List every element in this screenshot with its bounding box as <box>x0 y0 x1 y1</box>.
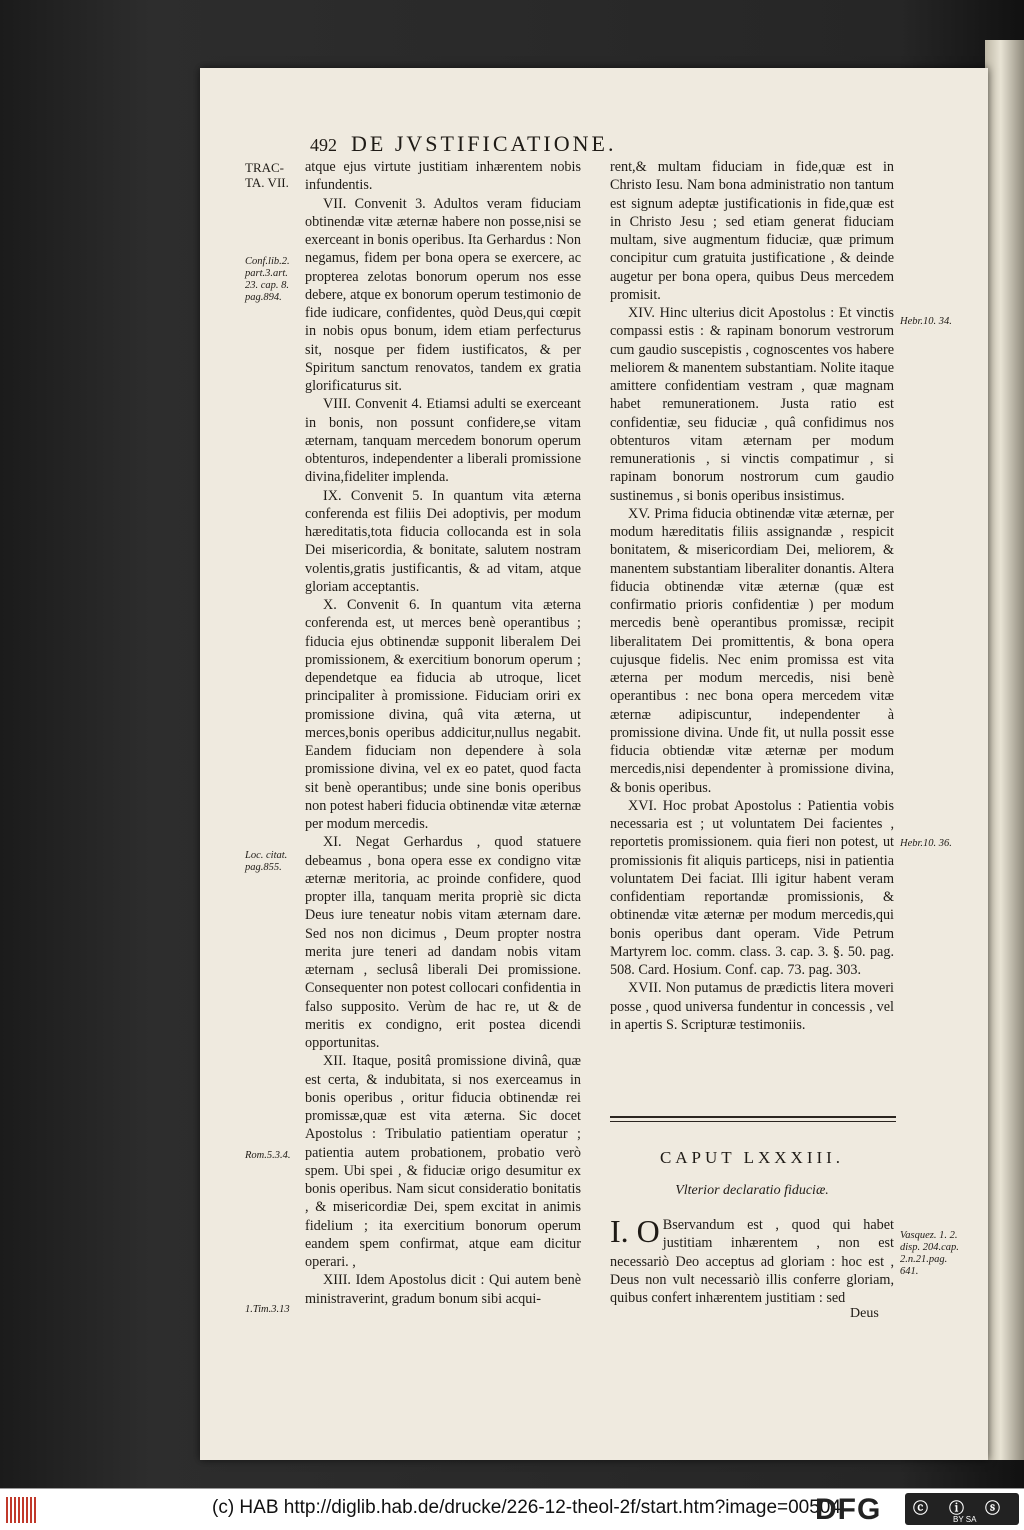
by-icon: ⓘ <box>949 1500 965 1517</box>
chapter-title: CAPUT LXXXIII. <box>659 1148 845 1167</box>
right-paragraph: rent,& multam fiduciam in fide,quæ est in Christo Iesu. Nam bona administratio non tantum est signum adeptæ justificationis in fide,quæ est in Christo Jesu ; sed etiam generat fiduciam multam, sive augmentum fiduciæ, quæ primum concipitur cum gratuita justificatione , & deinde augetur per bona opera, quibus Deus mercedem promisit. <box>610 159 894 303</box>
left-paragraph: XI. Negat Gerhardus , quod statuere debeamus , bona opera esse ex condigno vitæ æternæ meritoria, ac proinde confidere, quod propter illa, tanquam merita propriè sic dicta Deus iure teneatur nobis vitam æternam dare. Sed nos non dicimus , Deum propter nostra merita jure teneri ad dandam nobis vitam æternam , seclusâ liberali Dei promissione. Consequenter non potest collocari confidentia in falso supposito. Verùm de hac re, ut & de meritis ex condigno, erit postea dicendi opportunitas. <box>305 834 581 1051</box>
section-divider <box>610 1116 896 1122</box>
chapter-subtitle: Vlterior declaratio fiduciæ. <box>675 1183 829 1198</box>
margin-note-loc: Loc. citat. pag.855. <box>245 850 288 873</box>
running-head <box>310 131 616 157</box>
left-paragraph: VII. Convenit 3. Adultos veram fiduciam obtinendæ vitæ æternæ habere non posse,nisi se exerceant in bonis operibus. Ita Gerhardus : Non negamus, fidem per bona opera se exercere, ac propterea zelotas bonorum operum nos esse debere, atque ex bonorum operum testimonio de fide iudicare, confidentes, quòd Deus,qui cœpit in nobis opus bonum, idem etiam perfecturus sit, nosque per fidem iustificatos, & per Spiritum sanctum renovatos, tandem ex gratia glorificaturus sit. <box>305 195 581 394</box>
left-paragraph: XIII. Idem Apostolus dicit : Qui autem benè ministraverint, gradum bonum sibi acqui- <box>305 1272 581 1307</box>
sa-icon: ⓢ <box>985 1500 1001 1517</box>
hab-logo-icon <box>6 1497 36 1523</box>
book-spine <box>985 40 1024 1460</box>
left-paragraph: IX. Convenit 5. In quantum vita æterna conferenda est filiis Dei adoptivis, per modum hæreditatis,tota fiducia collocanda est in sola Dei misericordia, & bonitate, salutem nostram volentis,gratis justificantis, & ad vitam, atque gloriam acceptantis. <box>305 487 581 595</box>
left-paragraph: X. Convenit 6. In quantum vita æterna conferenda est, ut merces benè operantibus ; fiducia ejus obtinendæ supponit liberalem Dei promissionem, & exercitium bonorum operum ; dependetque ea fiducia ab utroque, licet principaliter à promissione. Fiduciam oriri ex promissione divina, quâ vita æterna, ut merces,bonis operibus addicitur,nullus negabit. Eandem fiduciam non dependere à sola promissione divina, vel ex eo patet, quod facta sit benè operantibus; unde sine bonis operibus non potest haberi fiducia obtinendæ vitæ æternæ per modum mercedis. <box>305 597 581 832</box>
chapter-body <box>610 1213 894 1307</box>
left-paragraph: VIII. Convenit 4. Etiamsi adulti se exerceant in bonis, non possunt confidere,se vitam æternam, tanquam mercedem bonorum operum obtenturos, independenter a liberali promissione divina,fideliter implenda. <box>305 396 581 486</box>
right-paragraph: XIV. Hinc ulterius dicit Apostolus : Et vinctis compassi estis : & rapinam bonorum vestrorum cum gaudio suscepistis , cognoscentes vos habere meliorem & manentem substantiam. Nolite itaque amittere confidentiam vestram , quæ magnam habet remunerationem. Justa ratio est confidentiæ, seu fiduciæ , quâ confidimus nos obtenturos vitam æternam per modum remunerationis , si vinctis compatimur , si rapinam bonorum nostrorum cum gaudio sustinemus , si bonis operibus insistimus. <box>610 305 894 504</box>
running-head-title: DE JVSTIFICATIONE. <box>351 131 617 156</box>
chapter-body-text: Bservandum est , quod qui habet justitiam inhærentem , non est necessariò Deo acceptus ad gloriam : hoc est , Deus non vult necessariò illis conferre gloriam, quibus confert inhærentem justitiam : sed <box>610 1217 894 1306</box>
margin-note-conf: Conf.lib.2. part.3.art. 23. cap. 8. pag.894. <box>245 256 290 303</box>
catchword: Deus <box>850 1306 879 1321</box>
left-paragraph: XII. Itaque, positâ promissione divinâ, quæ est certa, & indubitata, si nos exerceamus in bonis operibus , oritur fiducia obtinendæ rei promissæ,quæ est vita æterna. Sic docet Apostolus : Tribulatio patientiam operatur ; patientia autem probationem, probatio verò spem. Ubi spei , & fiduciæ origo desumitur ex bonis operibus. Nam sicut consideratio bonitatis , & misericordiæ Dei, spem excitat in animis fidelium ; ita exercitium bonorum operum eandem spem confirmat, atque eam dicitur operari. , <box>305 1053 581 1270</box>
book-page <box>200 68 988 1460</box>
cc-license-badge[interactable] <box>905 1493 1019 1525</box>
page-number: 492 <box>310 135 337 155</box>
dfg-logo: DFG <box>815 1493 882 1526</box>
viewer-footer <box>0 1488 1024 1530</box>
left-paragraph: atque ejus virtute justitiam inhærentem nobis infundentis. <box>305 159 581 194</box>
right-paragraph: XVI. Hoc probat Apostolus : Patientia vobis necessaria est ; ut voluntatem Dei facientes , reportetis promissionem. quia fieri non potest, ut promissionis fit aliquis particeps, nisi in patientia voluntatem Dei faciat. Illi igitur habent veram confidentiam reportandæ promissionis, & obtinendæ vitæ æternæ per modum mercedis,qui bonis operibus dant operam. Vide Petrum Martyrem loc. comm. class. 3. cap. 3. §. 50. pag. 508. Card. Hosium. Conf. cap. 73. pag. 303. <box>610 797 894 978</box>
drop-initial: I. O <box>610 1213 660 1249</box>
source-link[interactable]: (c) HAB http://diglib.hab.de/drucke/226-12-theol-2f/start.htm?image=00504 <box>212 1497 841 1518</box>
margin-note-rom: Rom.5.3.4. <box>245 1150 291 1161</box>
left-column <box>305 158 581 1308</box>
right-column <box>610 158 894 1034</box>
right-paragraph: XV. Prima fiducia obtinendæ vitæ æternæ, per modum hæreditatis filiis assignandæ , respicit bonitatem, & misericordiam Dei, meliorem, & manentem substantiam liberaliter donantis. Altera fiducia obtinendæ vitæ æternæ (quæ est confirmatio prioris confidentiæ ) per modum mercedis benè operantibus promissæ, recipit liberalitatem Dei promittentis, & bona opera cujusque fidelis. Nec enim promissa est vita æterna per modum mercedis, nisi benè operantibus : nec bona opera mercedem vitæ æternæ adipiscuntur, independenter à promissione divina. Unde fit, ut nulla possit esse fiducia obtiendæ vitæ æternæ per modum mercedis,nisi dependenter à promissione divina, & bonis operibus. <box>610 505 894 796</box>
license-label: BY SA <box>953 1515 977 1524</box>
margin-note-tim: 1.Tim.3.13 <box>245 1304 290 1315</box>
tracta-label: TRAC-TA. VII. <box>245 160 289 190</box>
cc-icon: ⓒ <box>913 1500 929 1517</box>
margin-note-hebr-10b: Hebr.10. 36. <box>900 838 952 849</box>
right-paragraph: XVII. Non putamus de prædictis litera moveri posse , quod universa fundentur in concessis , vel in apertis S. Scripturæ testimoniis. <box>610 980 894 1033</box>
margin-note-hebr-10: Hebr.10. 34. <box>900 316 952 327</box>
margin-note-vasquez: Vasquez. 1. 2. disp. 204.cap. 2.n.21.pag. 641. <box>900 1230 959 1277</box>
